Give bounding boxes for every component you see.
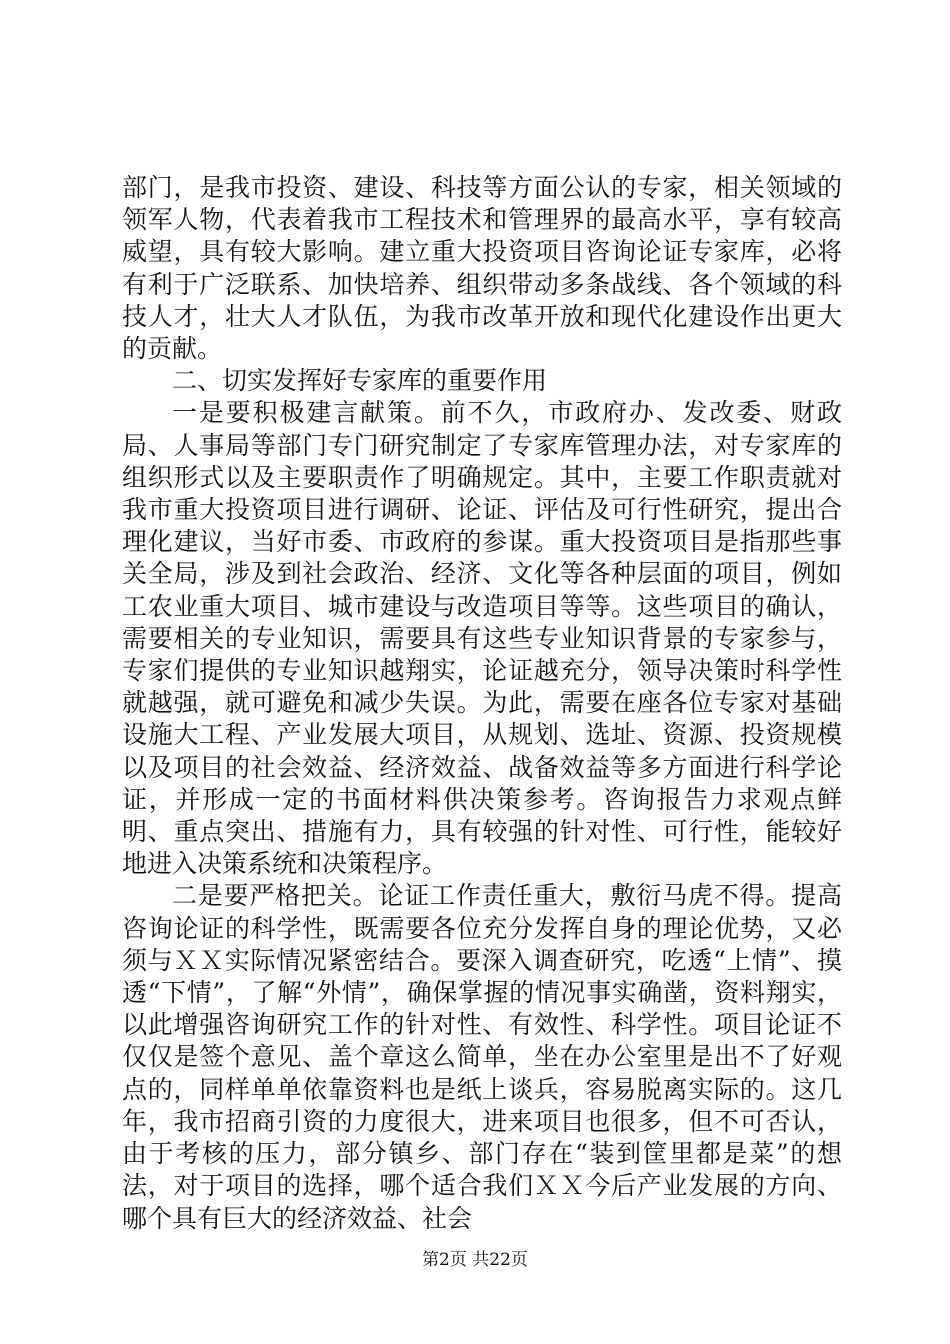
- paragraph-second-point: 二是要严格把关。论证工作责任重大，敷衍马虎不得。提高咨询论证的科学性，既需要各位充分发挥自身的理论优势，又必须与ＸＸ实际情况紧密结合。要深入调查研究，吃透“上情”、摸透“下情”，了解“外情”，确保掌握的情况事实确凿，资料翔实，以此增强咨询研究工作的针对性、有效性、科学性。项目论证不仅仅是签个意见、盖个章这么简单，坐在办公室里是出不了好观点的，同样单单依靠资料也是纸上谈兵，容易脱离实际的。这几年，我市招商引资的力度很大，进来项目也很多，但不可否认，由于考核的压力，部分镇乡、部门存在“装到筐里都是菜”的想法，对于项目的选择，哪个适合我们ＸＸ今后产业发展的方向、哪个具有巨大的经济效益、社会: [122, 881, 842, 1233]
- section-heading: 二、切实发挥好专家库的重要作用: [172, 366, 548, 396]
- paragraph-continuation: 部门，是我市投资、建设、科技等方面公认的专家，相关领域的领军人物，代表着我市工程技术和管理界的最高水平，享有较高威望，具有较大影响。建立重大投资项目咨询论证专家库，必将有利于广泛联系、加快培养、组织带动多条战线、各个领域的科技人才，壮大人才队伍，为我市改革开放和现代化建设作出更大的贡献。: [122, 173, 842, 364]
- document-body: [122, 172, 842, 1235]
- paragraph-first-point: 一是要积极建言献策。前不久，市政府办、发改委、财政局、人事局等部门专门研究制定了专家库管理办法，对专家库的组织形式以及主要职责作了明确规定。其中，主要工作职责就对我市重大投资项目进行调研、论证、评估及可行性研究，提出合理化建议，当好市委、市政府的参谋。重大投资项目是指那些事关全局，涉及到社会政治、经济、文化等各种层面的项目，例如工农业重大项目、城市建设与改造项目等等。这些项目的确认，需要相关的专业知识，需要具有这些专业知识背景的专家参与，专家们提供的专业知识越翔实，论证越充分，领导决策时科学性就越强，就可避免和减少失误。为此，需要在座各位专家对基础设施大工程、产业发展大项目，从规划、选址、资源、投资规模以及项目的社会效益、经济效益、战备效益等多方面进行科学论证，并形成一定的书面材料供决策参考。咨询报告力求观点鲜明、重点突出、措施有力，具有较强的针对性、可行性，能较好地进入决策系统和决策程序。: [122, 398, 842, 879]
- page-number-footer: 第2页 共22页: [422, 1250, 528, 1270]
